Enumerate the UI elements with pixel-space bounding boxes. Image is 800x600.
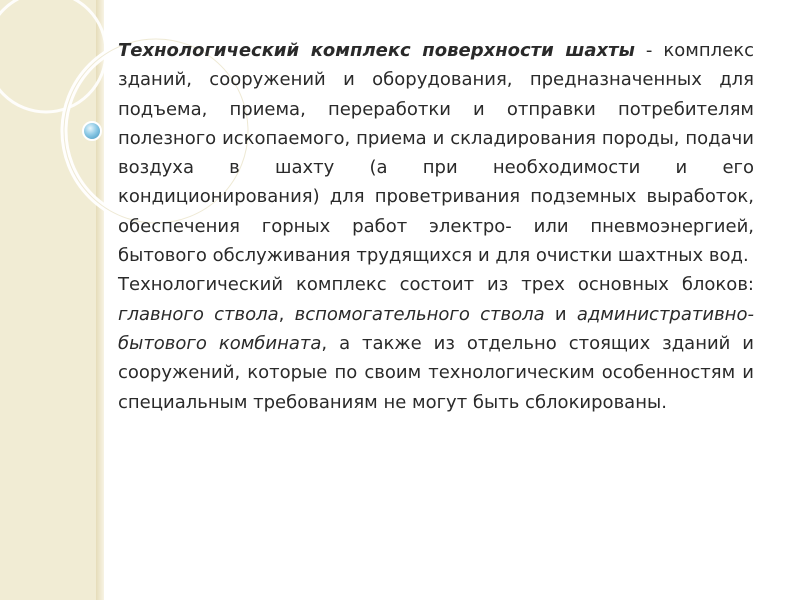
blocks-intro: Технологический комплекс состоит из трех основных блоков: <box>118 274 754 296</box>
block-main-shaft: главного ствола <box>118 303 279 325</box>
separator: и <box>544 303 577 325</box>
block-auxiliary-shaft: вспомогательного ствола <box>294 303 545 325</box>
paragraph-definition <box>118 36 754 270</box>
decorative-ring-small <box>0 0 106 112</box>
bullet-dot-icon <box>83 122 101 140</box>
paragraph-blocks <box>118 270 754 416</box>
definition-text: - комплекс зданий, сооружений и оборудования, предназначенных для подъема, приема, переработки и отправки потребителям полезного ископаемого, приема и складирования породы, подачи воздуха в шахту (а при необходимости и его кондиционирования) для проветривания подземных выработок, обеспечения горных работ электро- или пневмоэнергией, бытового обслуживания трудящихся и для очистки шахтных вод. <box>118 40 754 267</box>
separator: , <box>278 303 295 325</box>
block-admin-complex: административно-бытового комбината <box>118 303 754 354</box>
text-body <box>118 36 754 417</box>
blocks-outro: , а также из отдельно стоящих зданий и сооружений, которые по своим технологическим особенностям и специальным требованиям не могут быть сблокированы. <box>118 332 754 413</box>
defined-term: Технологический комплекс поверхности шахты <box>118 40 635 61</box>
